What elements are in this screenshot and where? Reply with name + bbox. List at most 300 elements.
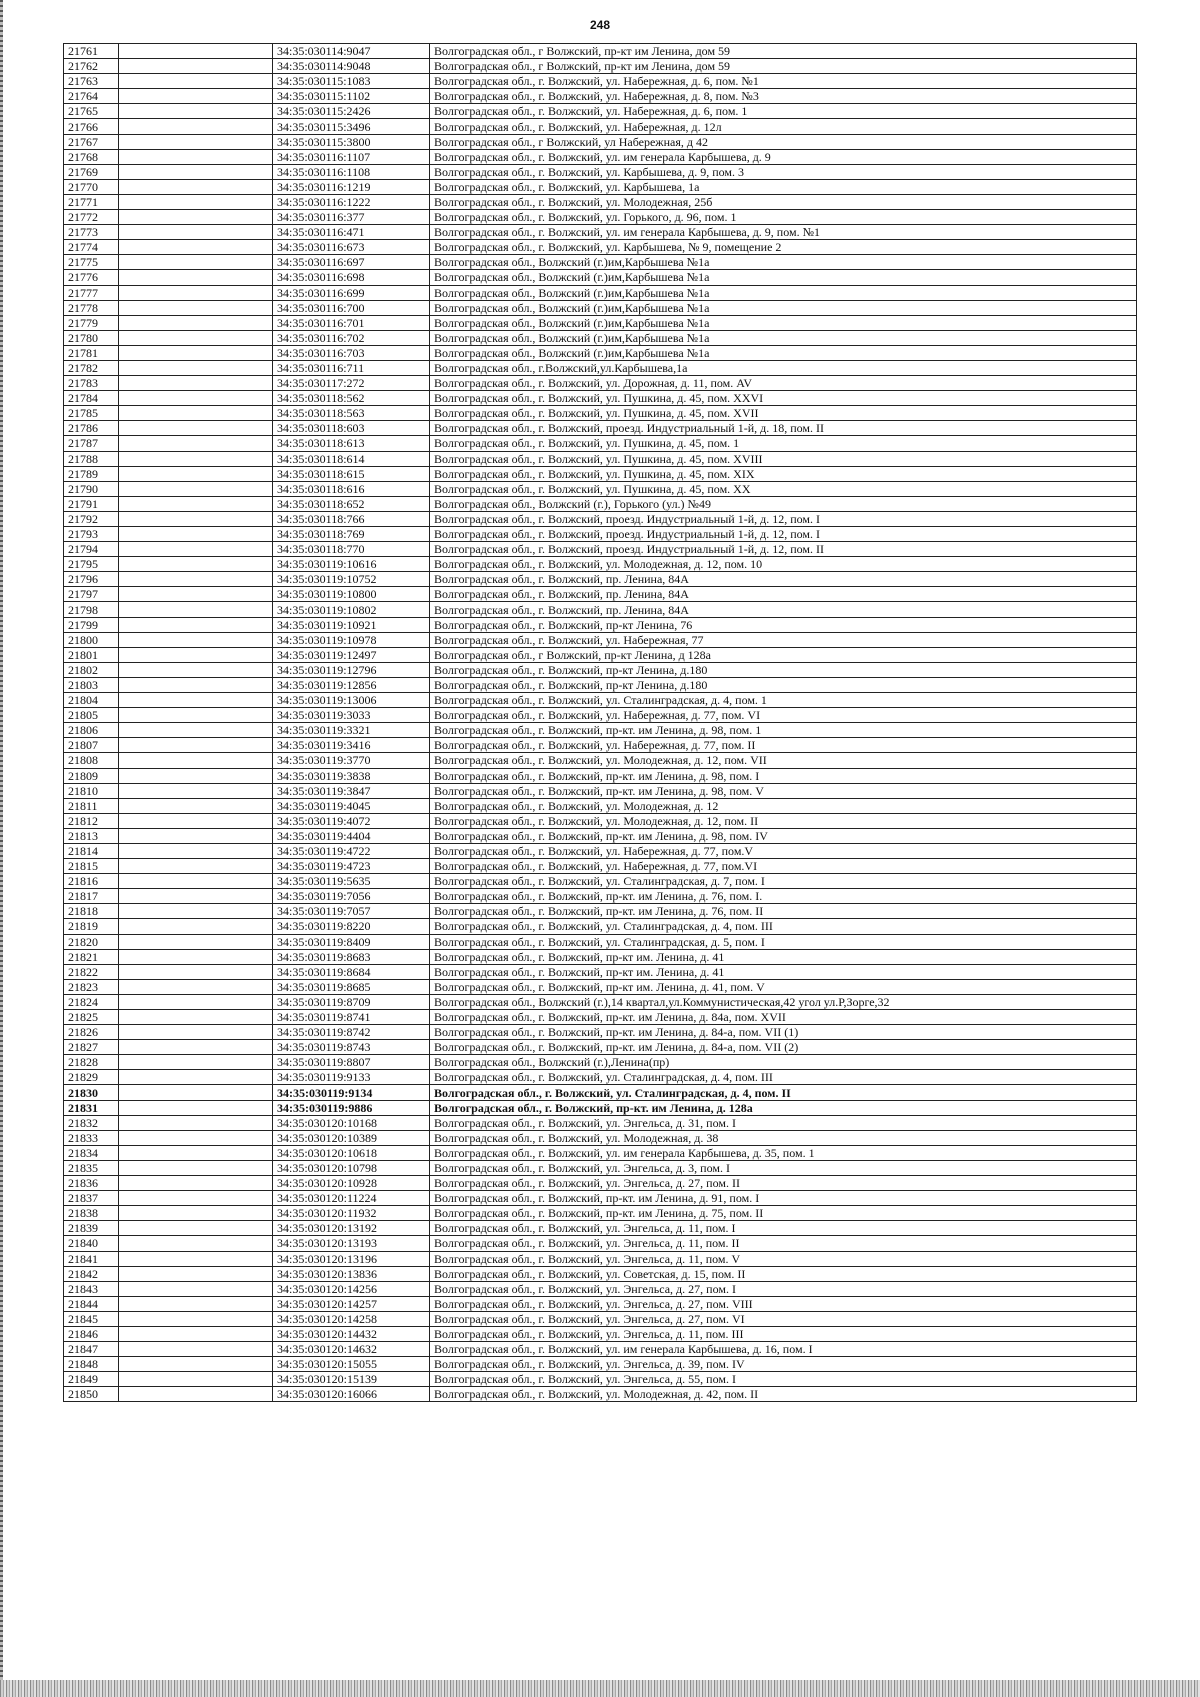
- address-cell: Волгоградская обл., г. Волжский, проезд. Индустриальный 1-й, д. 12, пом. I: [430, 511, 1137, 526]
- table-row: [64, 1296, 1137, 1311]
- row-number-cell: 21766: [64, 119, 119, 134]
- empty-cell: [119, 315, 273, 330]
- table-row: [64, 753, 1137, 768]
- row-number-cell: 21763: [64, 74, 119, 89]
- row-number-cell: 21777: [64, 285, 119, 300]
- address-cell: Волгоградская обл., Волжский (г.)им,Карбышева №1а: [430, 285, 1137, 300]
- empty-cell: [119, 1357, 273, 1372]
- row-number-cell: 21833: [64, 1130, 119, 1145]
- table-row: [64, 1010, 1137, 1025]
- row-number-cell: 21802: [64, 662, 119, 677]
- address-cell: Волгоградская обл., г. Волжский, ул. Набережная, д. 12л: [430, 119, 1137, 134]
- empty-cell: [119, 662, 273, 677]
- empty-cell: [119, 647, 273, 662]
- cadastral-number-cell: 34:35:030119:5635: [273, 874, 430, 889]
- row-number-cell: 21772: [64, 210, 119, 225]
- table-row: [64, 768, 1137, 783]
- cadastral-number-cell: 34:35:030114:9047: [273, 44, 430, 59]
- row-number-cell: 21846: [64, 1326, 119, 1341]
- row-number-cell: 21848: [64, 1357, 119, 1372]
- cadastral-number-cell: 34:35:030116:673: [273, 240, 430, 255]
- row-number-cell: 21764: [64, 89, 119, 104]
- row-number-cell: 21773: [64, 225, 119, 240]
- scan-left-edge: [0, 0, 3, 1697]
- row-number-cell: 21830: [64, 1085, 119, 1100]
- empty-cell: [119, 934, 273, 949]
- cadastral-number-cell: 34:35:030119:3416: [273, 738, 430, 753]
- row-number-cell: 21820: [64, 934, 119, 949]
- row-number-cell: 21828: [64, 1055, 119, 1070]
- empty-cell: [119, 1311, 273, 1326]
- empty-cell: [119, 617, 273, 632]
- empty-cell: [119, 270, 273, 285]
- table-row: [64, 587, 1137, 602]
- cadastral-number-cell: 34:35:030116:1107: [273, 149, 430, 164]
- table-row: [64, 1160, 1137, 1175]
- empty-cell: [119, 843, 273, 858]
- table-row: [64, 1100, 1137, 1115]
- cadastral-number-cell: 34:35:030119:13006: [273, 693, 430, 708]
- address-cell: Волгоградская обл., г. Волжский, ул. Молодежная, д. 12, пом. 10: [430, 557, 1137, 572]
- empty-cell: [119, 1130, 273, 1145]
- row-number-cell: 21804: [64, 693, 119, 708]
- table-row: [64, 994, 1137, 1009]
- empty-cell: [119, 1281, 273, 1296]
- row-number-cell: 21801: [64, 647, 119, 662]
- cadastral-number-cell: 34:35:030119:8409: [273, 934, 430, 949]
- empty-cell: [119, 919, 273, 934]
- table-row: [64, 874, 1137, 889]
- cadastral-number-cell: 34:35:030119:10800: [273, 587, 430, 602]
- empty-cell: [119, 119, 273, 134]
- table-row: [64, 511, 1137, 526]
- table-row: [64, 572, 1137, 587]
- cadastral-number-cell: 34:35:030120:10798: [273, 1160, 430, 1175]
- empty-cell: [119, 104, 273, 119]
- empty-cell: [119, 300, 273, 315]
- empty-cell: [119, 527, 273, 542]
- address-cell: Волгоградская обл., г. Волжский, ул. им генерала Карбышева, д. 9: [430, 149, 1137, 164]
- row-number-cell: 21835: [64, 1160, 119, 1175]
- address-cell: Волгоградская обл., г. Волжский, ул. Сталинградская, д. 4, пом. II: [430, 1085, 1137, 1100]
- address-cell: Волгоградская обл., г. Волжский, ул. Набережная, д. 8, пом. №3: [430, 89, 1137, 104]
- cadastral-number-cell: 34:35:030119:10802: [273, 602, 430, 617]
- empty-cell: [119, 677, 273, 692]
- table-row: [64, 134, 1137, 149]
- row-number-cell: 21780: [64, 330, 119, 345]
- address-cell: Волгоградская обл., г. Волжский, пр-кт. им Ленина, д. 91, пом. I: [430, 1191, 1137, 1206]
- row-number-cell: 21784: [64, 391, 119, 406]
- cadastral-number-cell: 34:35:030120:10928: [273, 1176, 430, 1191]
- empty-cell: [119, 632, 273, 647]
- empty-cell: [119, 59, 273, 74]
- empty-cell: [119, 345, 273, 360]
- row-number-cell: 21826: [64, 1025, 119, 1040]
- table-row: [64, 693, 1137, 708]
- address-cell: Волгоградская обл., г. Волжский, ул. Молодежная, д. 12: [430, 798, 1137, 813]
- row-number-cell: 21849: [64, 1372, 119, 1387]
- address-cell: Волгоградская обл., г. Волжский, ул. Сталинградская, д. 7, пом. I: [430, 874, 1137, 889]
- empty-cell: [119, 376, 273, 391]
- cadastral-number-cell: 34:35:030118:615: [273, 466, 430, 481]
- empty-cell: [119, 436, 273, 451]
- empty-cell: [119, 1296, 273, 1311]
- address-cell: Волгоградская обл., г. Волжский, ул. Набережная, д. 77, пом. VI: [430, 708, 1137, 723]
- empty-cell: [119, 466, 273, 481]
- row-number-cell: 21765: [64, 104, 119, 119]
- cadastral-number-cell: 34:35:030119:3838: [273, 768, 430, 783]
- address-cell: Волгоградская обл., Волжский (г.)им,Карбышева №1а: [430, 345, 1137, 360]
- empty-cell: [119, 360, 273, 375]
- empty-cell: [119, 1387, 273, 1402]
- address-cell: Волгоградская обл., Волжский (г.)им,Карбышева №1а: [430, 330, 1137, 345]
- table-row: [64, 813, 1137, 828]
- table-row: [64, 376, 1137, 391]
- address-cell: Волгоградская обл., г. Волжский, пр-кт. им Ленина, д. 98, пом. V: [430, 783, 1137, 798]
- row-number-cell: 21805: [64, 708, 119, 723]
- row-number-cell: 21829: [64, 1070, 119, 1085]
- cadastral-number-cell: 34:35:030119:3033: [273, 708, 430, 723]
- empty-cell: [119, 406, 273, 421]
- cadastral-number-cell: 34:35:030119:4722: [273, 843, 430, 858]
- address-cell: Волгоградская обл., г. Волжский, пр-кт. им Ленина, д. 98, пом. 1: [430, 723, 1137, 738]
- table-row: [64, 542, 1137, 557]
- address-cell: Волгоградская обл., г. Волжский, ул. Набережная, 77: [430, 632, 1137, 647]
- cadastral-number-cell: 34:35:030116:1108: [273, 164, 430, 179]
- cadastral-number-cell: 34:35:030119:7057: [273, 904, 430, 919]
- address-cell: Волгоградская обл., г. Волжский, ул. Энгельса, д. 3, пом. I: [430, 1160, 1137, 1175]
- cadastral-number-cell: 34:35:030119:10921: [273, 617, 430, 632]
- address-cell: Волгоградская обл., г. Волжский, ул. Энгельса, д. 11, пом. I: [430, 1221, 1137, 1236]
- row-number-cell: 21769: [64, 164, 119, 179]
- row-number-cell: 21781: [64, 345, 119, 360]
- empty-cell: [119, 134, 273, 149]
- row-number-cell: 21776: [64, 270, 119, 285]
- address-cell: Волгоградская обл., г. Волжский, пр-кт. им Ленина, д. 84а, пом. XVII: [430, 1010, 1137, 1025]
- table-row: [64, 225, 1137, 240]
- row-number-cell: 21779: [64, 315, 119, 330]
- row-number-cell: 21812: [64, 813, 119, 828]
- row-number-cell: 21815: [64, 859, 119, 874]
- address-cell: Волгоградская обл., Волжский (г.),14 квартал,ул.Коммунистическая,42 угол ул.Р,Зорге,32: [430, 994, 1137, 1009]
- cadastral-number-cell: 34:35:030119:8743: [273, 1040, 430, 1055]
- row-number-cell: 21782: [64, 360, 119, 375]
- row-number-cell: 21845: [64, 1311, 119, 1326]
- empty-cell: [119, 1342, 273, 1357]
- cadastral-number-cell: 34:35:030119:10616: [273, 557, 430, 572]
- address-cell: Волгоградская обл., г. Волжский, ул. Пушкина, д. 45, пом. XVII: [430, 406, 1137, 421]
- empty-cell: [119, 225, 273, 240]
- cadastral-number-cell: 34:35:030116:699: [273, 285, 430, 300]
- empty-cell: [119, 1372, 273, 1387]
- address-cell: Волгоградская обл., г Волжский, пр-кт Ленина, д 128а: [430, 647, 1137, 662]
- cadastral-number-cell: 34:35:030119:3847: [273, 783, 430, 798]
- address-cell: Волгоградская обл., г. Волжский, ул. Набережная, д. 77, пом.V: [430, 843, 1137, 858]
- cadastral-number-cell: 34:35:030120:15055: [273, 1357, 430, 1372]
- table-row: [64, 315, 1137, 330]
- table-row: [64, 89, 1137, 104]
- table-row: [64, 1130, 1137, 1145]
- cadastral-number-cell: 34:35:030119:3770: [273, 753, 430, 768]
- row-number-cell: 21794: [64, 542, 119, 557]
- empty-cell: [119, 89, 273, 104]
- cadastral-number-cell: 34:35:030120:14257: [273, 1296, 430, 1311]
- table-row: [64, 1145, 1137, 1160]
- address-cell: Волгоградская обл., г. Волжский, ул. Энгельса, д. 55, пом. I: [430, 1372, 1137, 1387]
- table-row: [64, 119, 1137, 134]
- row-number-cell: 21771: [64, 194, 119, 209]
- empty-cell: [119, 1115, 273, 1130]
- address-cell: Волгоградская обл., г. Волжский, ул. Молодежная, 25б: [430, 194, 1137, 209]
- cadastral-number-cell: 34:35:030118:770: [273, 542, 430, 557]
- address-cell: Волгоградская обл., г. Волжский, пр-кт. им Ленина, д. 84-а, пом. VII (2): [430, 1040, 1137, 1055]
- table-row: [64, 406, 1137, 421]
- empty-cell: [119, 1070, 273, 1085]
- cadastral-number-cell: 34:35:030116:377: [273, 210, 430, 225]
- address-cell: Волгоградская обл., г. Волжский, ул. Набережная, д. 6, пом. №1: [430, 74, 1137, 89]
- row-number-cell: 21837: [64, 1191, 119, 1206]
- table-row: [64, 617, 1137, 632]
- table-row: [64, 330, 1137, 345]
- address-cell: Волгоградская обл., г. Волжский, ул. Энгельса, д. 11, пом. II: [430, 1236, 1137, 1251]
- address-cell: Волгоградская обл., г. Волжский, ул. Горького, д. 96, пом. 1: [430, 210, 1137, 225]
- cadastral-number-cell: 34:35:030114:9048: [273, 59, 430, 74]
- empty-cell: [119, 1251, 273, 1266]
- empty-cell: [119, 1145, 273, 1160]
- table-row: [64, 149, 1137, 164]
- empty-cell: [119, 1191, 273, 1206]
- row-number-cell: 21816: [64, 874, 119, 889]
- address-cell: Волгоградская обл., г. Волжский, ул. им генерала Карбышева, д. 35, пом. 1: [430, 1145, 1137, 1160]
- table-row: [64, 723, 1137, 738]
- empty-cell: [119, 194, 273, 209]
- table-row: [64, 1357, 1137, 1372]
- address-cell: Волгоградская обл., г. Волжский, ул. Молодежная, д. 12, пом. VII: [430, 753, 1137, 768]
- row-number-cell: 21786: [64, 421, 119, 436]
- cadastral-number-cell: 34:35:030120:14256: [273, 1281, 430, 1296]
- table-row: [64, 1221, 1137, 1236]
- cadastral-number-cell: 34:35:030116:471: [273, 225, 430, 240]
- empty-cell: [119, 285, 273, 300]
- table-row: [64, 889, 1137, 904]
- address-cell: Волгоградская обл., г. Волжский, проезд. Индустриальный 1-й, д. 18, пом. II: [430, 421, 1137, 436]
- table-row: [64, 59, 1137, 74]
- address-cell: Волгоградская обл., г. Волжский, пр. Ленина, 84А: [430, 587, 1137, 602]
- empty-cell: [119, 889, 273, 904]
- empty-cell: [119, 1160, 273, 1175]
- row-number-cell: 21785: [64, 406, 119, 421]
- row-number-cell: 21840: [64, 1236, 119, 1251]
- address-cell: Волгоградская обл., г. Волжский, ул. Сталинградская, д. 5, пом. I: [430, 934, 1137, 949]
- empty-cell: [119, 481, 273, 496]
- address-cell: Волгоградская обл., г. Волжский, ул. Молодежная, д. 12, пом. II: [430, 813, 1137, 828]
- table-row: [64, 934, 1137, 949]
- cadastral-number-cell: 34:35:030119:3321: [273, 723, 430, 738]
- address-cell: Волгоградская обл., г. Волжский, пр. Ленина, 84А: [430, 602, 1137, 617]
- address-cell: Волгоградская обл., г. Волжский, пр-кт Ленина, д.180: [430, 677, 1137, 692]
- row-number-cell: 21800: [64, 632, 119, 647]
- cadastral-number-cell: 34:35:030118:616: [273, 481, 430, 496]
- empty-cell: [119, 1236, 273, 1251]
- cadastral-number-cell: 34:35:030119:8684: [273, 964, 430, 979]
- empty-cell: [119, 1085, 273, 1100]
- table-row: [64, 360, 1137, 375]
- row-number-cell: 21810: [64, 783, 119, 798]
- table-row: [64, 1040, 1137, 1055]
- row-number-cell: 21770: [64, 179, 119, 194]
- row-number-cell: 21799: [64, 617, 119, 632]
- cadastral-number-cell: 34:35:030120:14632: [273, 1342, 430, 1357]
- table-row: [64, 708, 1137, 723]
- empty-cell: [119, 179, 273, 194]
- cadastral-number-cell: 34:35:030119:8741: [273, 1010, 430, 1025]
- cadastral-number-cell: 34:35:030119:8220: [273, 919, 430, 934]
- register-body: [64, 44, 1137, 1402]
- empty-cell: [119, 240, 273, 255]
- table-row: [64, 1236, 1137, 1251]
- cadastral-number-cell: 34:35:030115:2426: [273, 104, 430, 119]
- address-cell: Волгоградская обл., г. Волжский, пр-кт. им Ленина, д. 75, пом. II: [430, 1206, 1137, 1221]
- row-number-cell: 21768: [64, 149, 119, 164]
- row-number-cell: 21824: [64, 994, 119, 1009]
- cadastral-number-cell: 34:35:030118:613: [273, 436, 430, 451]
- row-number-cell: 21817: [64, 889, 119, 904]
- cadastral-number-cell: 34:35:030120:10389: [273, 1130, 430, 1145]
- address-cell: Волгоградская обл., г. Волжский, пр-кт им. Ленина, д. 41, пом. V: [430, 979, 1137, 994]
- table-row: [64, 677, 1137, 692]
- table-row: [64, 557, 1137, 572]
- row-number-cell: 21783: [64, 376, 119, 391]
- table-row: [64, 1206, 1137, 1221]
- empty-cell: [119, 828, 273, 843]
- cadastral-number-cell: 34:35:030118:769: [273, 527, 430, 542]
- address-cell: Волгоградская обл., г. Волжский, ул. Молодежная, д. 38: [430, 1130, 1137, 1145]
- row-number-cell: 21797: [64, 587, 119, 602]
- cadastral-number-cell: 34:35:030118:562: [273, 391, 430, 406]
- cadastral-number-cell: 34:35:030120:14432: [273, 1326, 430, 1341]
- row-number-cell: 21761: [64, 44, 119, 59]
- row-number-cell: 21832: [64, 1115, 119, 1130]
- empty-cell: [119, 391, 273, 406]
- row-number-cell: 21809: [64, 768, 119, 783]
- empty-cell: [119, 813, 273, 828]
- address-cell: Волгоградская обл., Волжский (г.)им,Карбышева №1а: [430, 315, 1137, 330]
- address-cell: Волгоградская обл., г. Волжский, пр-кт им. Ленина, д. 41: [430, 964, 1137, 979]
- row-number-cell: 21834: [64, 1145, 119, 1160]
- row-number-cell: 21762: [64, 59, 119, 74]
- address-cell: Волгоградская обл., г.Волжский,ул.Карбышева,1а: [430, 360, 1137, 375]
- table-row: [64, 1266, 1137, 1281]
- row-number-cell: 21790: [64, 481, 119, 496]
- address-cell: Волгоградская обл., г. Волжский, ул. им генерала Карбышева, д. 9, пом. №1: [430, 225, 1137, 240]
- table-row: [64, 270, 1137, 285]
- table-row: [64, 179, 1137, 194]
- table-row: [64, 1055, 1137, 1070]
- table-row: [64, 451, 1137, 466]
- empty-cell: [119, 994, 273, 1009]
- table-row: [64, 964, 1137, 979]
- table-row: [64, 859, 1137, 874]
- cadastral-number-cell: 34:35:030120:13192: [273, 1221, 430, 1236]
- table-row: [64, 255, 1137, 270]
- empty-cell: [119, 602, 273, 617]
- table-row: [64, 421, 1137, 436]
- empty-cell: [119, 723, 273, 738]
- address-cell: Волгоградская обл., г. Волжский, пр-кт Ленина, 76: [430, 617, 1137, 632]
- row-number-cell: 21823: [64, 979, 119, 994]
- empty-cell: [119, 1025, 273, 1040]
- row-number-cell: 21789: [64, 466, 119, 481]
- empty-cell: [119, 693, 273, 708]
- row-number-cell: 21844: [64, 1296, 119, 1311]
- cadastral-number-cell: 34:35:030116:702: [273, 330, 430, 345]
- row-number-cell: 21811: [64, 798, 119, 813]
- cadastral-number-cell: 34:35:030115:1083: [273, 74, 430, 89]
- table-row: [64, 1085, 1137, 1100]
- cadastral-number-cell: 34:35:030119:12497: [273, 647, 430, 662]
- empty-cell: [119, 874, 273, 889]
- cadastral-number-cell: 34:35:030120:11932: [273, 1206, 430, 1221]
- row-number-cell: 21795: [64, 557, 119, 572]
- address-cell: Волгоградская обл., г. Волжский, ул. Пушкина, д. 45, пом. XX: [430, 481, 1137, 496]
- address-cell: Волгоградская обл., г. Волжский, ул. Набережная, д. 77, пом. II: [430, 738, 1137, 753]
- table-row: [64, 647, 1137, 662]
- address-cell: Волгоградская обл., г. Волжский, ул. Дорожная, д. 11, пом. AV: [430, 376, 1137, 391]
- cadastral-number-cell: 34:35:030115:1102: [273, 89, 430, 104]
- row-number-cell: 21793: [64, 527, 119, 542]
- row-number-cell: 21850: [64, 1387, 119, 1402]
- row-number-cell: 21843: [64, 1281, 119, 1296]
- cadastral-number-cell: 34:35:030118:766: [273, 511, 430, 526]
- table-row: [64, 194, 1137, 209]
- row-number-cell: 21825: [64, 1010, 119, 1025]
- address-cell: Волгоградская обл., г. Волжский, ул. Пушкина, д. 45, пом. XVIII: [430, 451, 1137, 466]
- address-cell: Волгоградская обл., г. Волжский, ул. Сталинградская, д. 4, пом. III: [430, 919, 1137, 934]
- empty-cell: [119, 1055, 273, 1070]
- cadastral-number-cell: 34:35:030119:4045: [273, 798, 430, 813]
- row-number-cell: 21787: [64, 436, 119, 451]
- empty-cell: [119, 1100, 273, 1115]
- address-cell: Волгоградская обл., г. Волжский, ул. Карбышева, № 9, помещение 2: [430, 240, 1137, 255]
- cadastral-number-cell: 34:35:030120:14258: [273, 1311, 430, 1326]
- cadastral-number-cell: 34:35:030119:12856: [273, 677, 430, 692]
- empty-cell: [119, 768, 273, 783]
- cadastral-number-cell: 34:35:030119:8685: [273, 979, 430, 994]
- address-cell: Волгоградская обл., г. Волжский, пр-кт. им Ленина, д. 76, пом. II: [430, 904, 1137, 919]
- address-cell: Волгоградская обл., г. Волжский, ул. Советская, д. 15, пом. II: [430, 1266, 1137, 1281]
- empty-cell: [119, 496, 273, 511]
- empty-cell: [119, 330, 273, 345]
- row-number-cell: 21838: [64, 1206, 119, 1221]
- row-number-cell: 21796: [64, 572, 119, 587]
- row-number-cell: 21788: [64, 451, 119, 466]
- row-number-cell: 21814: [64, 843, 119, 858]
- address-cell: Волгоградская обл., г. Волжский, ул. Энгельса, д. 27, пом. I: [430, 1281, 1137, 1296]
- address-cell: Волгоградская обл., г Волжский, ул Набережная, д 42: [430, 134, 1137, 149]
- address-cell: Волгоградская обл., г. Волжский, ул. Набережная, д. 77, пом.VI: [430, 859, 1137, 874]
- address-cell: Волгоградская обл., г. Волжский, ул. Пушкина, д. 45, пом. 1: [430, 436, 1137, 451]
- empty-cell: [119, 572, 273, 587]
- table-row: [64, 798, 1137, 813]
- empty-cell: [119, 255, 273, 270]
- address-cell: Волгоградская обл., г. Волжский, пр. Ленина, 84А: [430, 572, 1137, 587]
- address-cell: Волгоградская обл., г Волжский, пр-кт им Ленина, дом 59: [430, 44, 1137, 59]
- empty-cell: [119, 1326, 273, 1341]
- empty-cell: [119, 557, 273, 572]
- empty-cell: [119, 149, 273, 164]
- row-number-cell: 21822: [64, 964, 119, 979]
- table-row: [64, 1176, 1137, 1191]
